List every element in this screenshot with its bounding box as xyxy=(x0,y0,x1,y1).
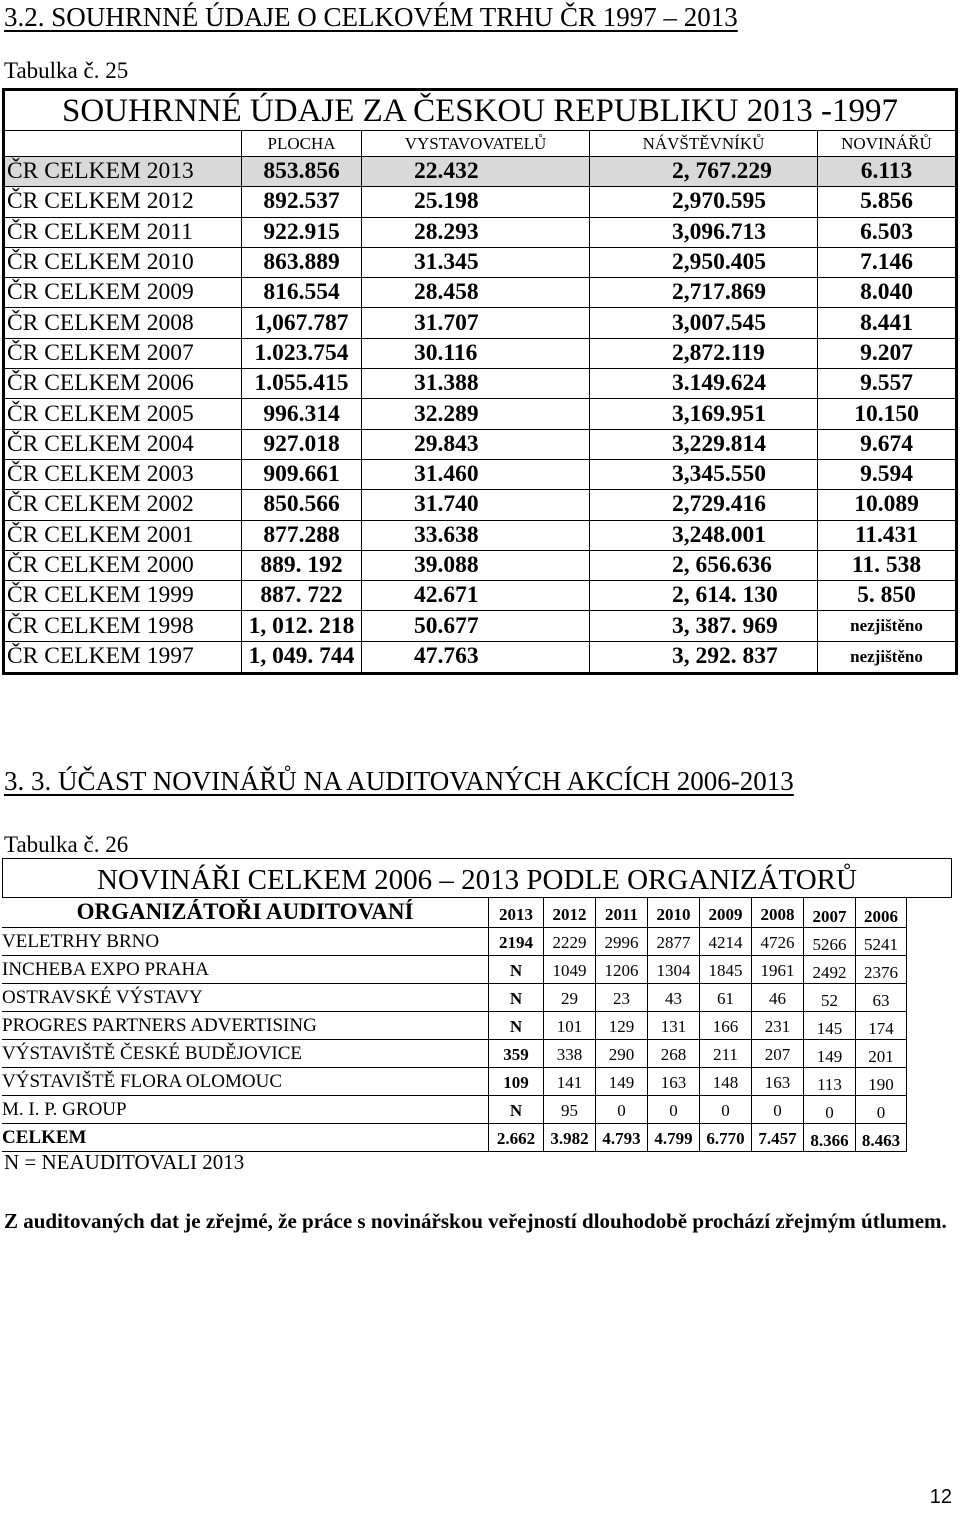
table-cell: 7.457 xyxy=(751,1124,803,1152)
table-cell: 46 xyxy=(751,984,803,1012)
table-cell: 8.040 xyxy=(817,278,955,307)
table-cell: 174 xyxy=(855,1012,907,1040)
table-cell: 10.089 xyxy=(817,490,955,519)
table-cell: 149 xyxy=(595,1068,647,1096)
table-cell: 101 xyxy=(543,1012,595,1040)
table-cell: 9.674 xyxy=(817,430,955,459)
table-row xyxy=(2,1068,952,1096)
table-cell: 2,970.595 xyxy=(589,187,817,216)
header-cell: 2010 xyxy=(647,898,699,928)
table-title: SOUHRNNÉ ÚDAJE ZA ČESKOU REPUBLIKU 2013 -1997 xyxy=(5,91,955,131)
header-cell: 2012 xyxy=(543,898,595,928)
table-cell: 1.023.754 xyxy=(241,339,361,368)
table-cell: 909.661 xyxy=(241,460,361,489)
header-cell: NOVINÁŘŮ xyxy=(817,131,955,156)
table-cell: 148 xyxy=(699,1068,751,1096)
table-cell: ČR CELKEM 2011 xyxy=(7,218,193,245)
table-cell: 2, 656.636 xyxy=(589,551,817,580)
table-cell: 3,169.951 xyxy=(589,399,817,428)
table-cell: 166 xyxy=(699,1012,751,1040)
table-row xyxy=(5,157,955,187)
table-cell: ČR CELKEM 2009 xyxy=(7,279,194,306)
table-cell: 8.366 xyxy=(803,1124,855,1152)
table-cell: 163 xyxy=(751,1068,803,1096)
table-title: NOVINÁŘI CELKEM 2006 – 2013 PODLE ORGANIZÁTORŮ xyxy=(2,858,952,898)
table-cell: 129 xyxy=(595,1012,647,1040)
table-header-row xyxy=(5,131,955,157)
table-cell: 211 xyxy=(699,1040,751,1068)
table-cell: 892.537 xyxy=(241,187,361,216)
table-cell: 2,872.119 xyxy=(589,339,817,368)
table-cell: ČR CELKEM 2002 xyxy=(7,491,194,518)
header-cell xyxy=(5,131,241,156)
table-row xyxy=(5,490,955,520)
table-cell: 10.150 xyxy=(817,399,955,428)
table-cell: 29.843 xyxy=(361,430,589,459)
table-cell: 4726 xyxy=(751,928,803,956)
table-cell: INCHEBA EXPO PRAHA xyxy=(2,956,488,984)
header-cell: 2007 xyxy=(803,898,855,928)
table-cell: 9.557 xyxy=(817,369,955,398)
table-cell: ČR CELKEM 1997 xyxy=(7,643,194,670)
table-cell: 927.018 xyxy=(241,430,361,459)
header-cell: NÁVŠTĚVNÍKŮ xyxy=(589,131,817,156)
table-cell: ČR CELKEM 2005 xyxy=(7,400,194,427)
table-cell: VÝSTAVIŠTĚ ČESKÉ BUDĚJOVICE xyxy=(2,1040,488,1068)
table-cell: M. I. P. GROUP xyxy=(2,1096,488,1124)
table-cell: 5.856 xyxy=(817,187,955,216)
table-cell: 7.146 xyxy=(817,248,955,277)
journalists-table xyxy=(2,858,952,1152)
table-row xyxy=(2,984,952,1012)
table-cell: 3,007.545 xyxy=(589,308,817,337)
table-cell: 1049 xyxy=(543,956,595,984)
table-cell: 163 xyxy=(647,1068,699,1096)
table-cell: 113 xyxy=(803,1068,855,1096)
table-row xyxy=(2,1012,952,1040)
table-cell: 29 xyxy=(543,984,595,1012)
table-cell: 63 xyxy=(855,984,907,1012)
header-cell: 2011 xyxy=(595,898,647,928)
table-cell: PROGRES PARTNERS ADVERTISING xyxy=(2,1012,488,1040)
table-cell: 6.503 xyxy=(817,218,955,247)
table-row xyxy=(5,248,955,278)
table-cell: 8.441 xyxy=(817,308,955,337)
table-cell: 2194 xyxy=(488,928,543,956)
table-row xyxy=(5,551,955,581)
table-cell: 1961 xyxy=(751,956,803,984)
table-cell: 4.799 xyxy=(647,1124,699,1152)
table-row xyxy=(5,642,955,672)
table-row xyxy=(5,611,955,641)
table-note: N = NEAUDITOVALI 2013 xyxy=(4,1150,245,1174)
table-cell: 863.889 xyxy=(241,248,361,277)
table-cell: 3, 292. 837 xyxy=(589,642,817,672)
table-cell: 1304 xyxy=(647,956,699,984)
table-cell: 231 xyxy=(751,1012,803,1040)
table-cell: 0 xyxy=(751,1096,803,1124)
table-cell: 25.198 xyxy=(361,187,589,216)
table-cell: 95 xyxy=(543,1096,595,1124)
table-cell: 3,096.713 xyxy=(589,218,817,247)
header-cell: VYSTAVOVATELŮ xyxy=(361,131,589,156)
table-cell: 2996 xyxy=(595,928,647,956)
table-row xyxy=(2,956,952,984)
header-cell: ORGANIZÁTOŘI AUDITOVANÍ xyxy=(2,898,488,928)
table-cell: 338 xyxy=(543,1040,595,1068)
table-cell: 877.288 xyxy=(241,521,361,550)
table-cell: 1845 xyxy=(699,956,751,984)
table-cell: 207 xyxy=(751,1040,803,1068)
table-cell: 359 xyxy=(488,1040,543,1068)
table-row xyxy=(5,308,955,338)
table-cell: N xyxy=(488,956,543,984)
table-cell: 2.662 xyxy=(488,1124,543,1152)
table-cell: 31.460 xyxy=(361,460,589,489)
table-cell: 0 xyxy=(699,1096,751,1124)
table-cell: 816.554 xyxy=(241,278,361,307)
table-cell: 5241 xyxy=(855,928,907,956)
table-cell: 1, 049. 744 xyxy=(241,642,361,672)
table-row xyxy=(5,581,955,611)
table-cell: 61 xyxy=(699,984,751,1012)
table-cell: 1, 012. 218 xyxy=(241,611,361,640)
table-cell: CELKEM xyxy=(2,1124,488,1152)
table-caption: Tabulka č. 26 xyxy=(4,832,129,857)
header-cell: PLOCHA xyxy=(241,131,361,156)
table-cell: 131 xyxy=(647,1012,699,1040)
table-cell: 42.671 xyxy=(361,581,589,610)
table-cell: 109 xyxy=(488,1068,543,1096)
table-cell: 5. 850 xyxy=(817,581,955,610)
header-cell: 2009 xyxy=(699,898,751,928)
table-row xyxy=(5,218,955,248)
table-cell: 0 xyxy=(595,1096,647,1124)
table-cell: 3, 387. 969 xyxy=(589,611,817,640)
table-cell: 5266 xyxy=(803,928,855,956)
table-cell: 889. 192 xyxy=(241,551,361,580)
table-cell: ČR CELKEM 2013 xyxy=(7,158,194,185)
table-cell: 30.116 xyxy=(361,339,589,368)
table-cell: 0 xyxy=(855,1096,907,1124)
table-cell: 922.915 xyxy=(241,218,361,247)
table-cell: 43 xyxy=(647,984,699,1012)
table-cell: 996.314 xyxy=(241,399,361,428)
table-cell: 850.566 xyxy=(241,490,361,519)
table-cell: 31.388 xyxy=(361,369,589,398)
table-cell: 190 xyxy=(855,1068,907,1096)
table-cell: ČR CELKEM 2004 xyxy=(7,430,194,457)
table-row xyxy=(5,399,955,429)
table-cell: VELETRHY BRNO xyxy=(2,928,488,956)
table-row xyxy=(2,928,952,956)
table-cell: 268 xyxy=(647,1040,699,1068)
table-cell: ČR CELKEM 2010 xyxy=(7,249,194,276)
table-cell: 4.793 xyxy=(595,1124,647,1152)
table-cell: 2877 xyxy=(647,928,699,956)
table-cell: VÝSTAVIŠTĚ FLORA OLOMOUC xyxy=(2,1068,488,1096)
table-cell: 32.289 xyxy=(361,399,589,428)
header-cell: 2013 xyxy=(488,898,543,928)
table-cell: 0 xyxy=(803,1096,855,1124)
table-cell: ČR CELKEM 2012 xyxy=(7,188,194,215)
table-cell: 9.594 xyxy=(817,460,955,489)
table-row xyxy=(5,339,955,369)
table-cell: 28.458 xyxy=(361,278,589,307)
table-cell: 853.856 xyxy=(241,157,361,186)
table-cell: 31.740 xyxy=(361,490,589,519)
table-cell: 145 xyxy=(803,1012,855,1040)
table-cell: 2492 xyxy=(803,956,855,984)
table-row xyxy=(5,187,955,217)
table-cell: nezjištěno xyxy=(817,642,955,672)
table-cell: ČR CELKEM 2003 xyxy=(7,461,194,488)
table-cell: 3,248.001 xyxy=(589,521,817,550)
table-cell: 1206 xyxy=(595,956,647,984)
table-cell: N xyxy=(488,984,543,1012)
table-row xyxy=(2,1096,952,1124)
conclusion-paragraph: Z auditovaných dat je zřejmé, že práce s novinářskou veřejností dlouhodobě prochází zřejmým útlumem. xyxy=(4,1209,947,1233)
table-header-row xyxy=(2,898,952,928)
table-cell: 31.707 xyxy=(361,308,589,337)
table-cell: 50.677 xyxy=(361,611,589,640)
table-cell: 2,950.405 xyxy=(589,248,817,277)
table-cell: 11.431 xyxy=(817,521,955,550)
table-cell: 1,067.787 xyxy=(241,308,361,337)
section-heading: 3.2. SOUHRNNÉ ÚDAJE O CELKOVÉM TRHU ČR 1997 – 2013 xyxy=(4,2,738,32)
table-row xyxy=(5,521,955,551)
table-cell: ČR CELKEM 2008 xyxy=(7,309,194,336)
table-cell: 6.113 xyxy=(817,157,955,186)
table-cell: 887. 722 xyxy=(241,581,361,610)
table-cell: 28.293 xyxy=(361,218,589,247)
table-cell: ČR CELKEM 2001 xyxy=(7,521,194,548)
table-cell: 4214 xyxy=(699,928,751,956)
table-row xyxy=(2,1124,952,1152)
table-cell: 11. 538 xyxy=(817,551,955,580)
table-cell: 3.982 xyxy=(543,1124,595,1152)
table-cell: 2, 614. 130 xyxy=(589,581,817,610)
table-cell: ČR CELKEM 2006 xyxy=(7,370,194,397)
table-cell: 6.770 xyxy=(699,1124,751,1152)
table-row xyxy=(5,460,955,490)
table-cell: 149 xyxy=(803,1040,855,1068)
table-cell: OSTRAVSKÉ VÝSTAVY xyxy=(2,984,488,1012)
table-cell: ČR CELKEM 1998 xyxy=(7,612,194,639)
table-row xyxy=(5,278,955,308)
table-row xyxy=(5,430,955,460)
table-cell: 9.207 xyxy=(817,339,955,368)
table-cell: 141 xyxy=(543,1068,595,1096)
table-cell: 2,729.416 xyxy=(589,490,817,519)
table-caption: Tabulka č. 25 xyxy=(4,58,129,83)
table-cell: 0 xyxy=(647,1096,699,1124)
table-cell: 2, 767.229 xyxy=(589,157,817,186)
table-cell: ČR CELKEM 1999 xyxy=(7,582,194,609)
table-cell: 3,229.814 xyxy=(589,430,817,459)
table-cell: 23 xyxy=(595,984,647,1012)
table-cell: 47.763 xyxy=(361,642,589,672)
table-cell: nezjištěno xyxy=(817,611,955,640)
header-cell: 2006 xyxy=(855,898,907,928)
table-row xyxy=(2,1040,952,1068)
table-cell: 290 xyxy=(595,1040,647,1068)
table-cell: 3.149.624 xyxy=(589,369,817,398)
table-cell: 2376 xyxy=(855,956,907,984)
table-cell: 22.432 xyxy=(361,157,589,186)
table-cell: 2229 xyxy=(543,928,595,956)
page-number: 12 xyxy=(929,1486,952,1508)
section-heading: 3. 3. ÚČAST NOVINÁŘŮ NA AUDITOVANÝCH AKCÍCH 2006-2013 xyxy=(4,766,794,796)
table-cell: 33.638 xyxy=(361,521,589,550)
header-cell: 2008 xyxy=(751,898,803,928)
table-row xyxy=(5,369,955,399)
table-cell: N xyxy=(488,1096,543,1124)
table-cell: 8.463 xyxy=(855,1124,907,1152)
table-cell: 52 xyxy=(803,984,855,1012)
summary-table xyxy=(2,88,958,675)
table-cell: 201 xyxy=(855,1040,907,1068)
table-cell: ČR CELKEM 2000 xyxy=(7,552,194,578)
table-cell: N xyxy=(488,1012,543,1040)
table-cell: 31.345 xyxy=(361,248,589,277)
table-cell: 3,345.550 xyxy=(589,460,817,489)
table-cell: 1.055.415 xyxy=(241,369,361,398)
table-cell: ČR CELKEM 2007 xyxy=(7,339,194,366)
table-cell: 2,717.869 xyxy=(589,278,817,307)
table-cell: 39.088 xyxy=(361,551,589,580)
